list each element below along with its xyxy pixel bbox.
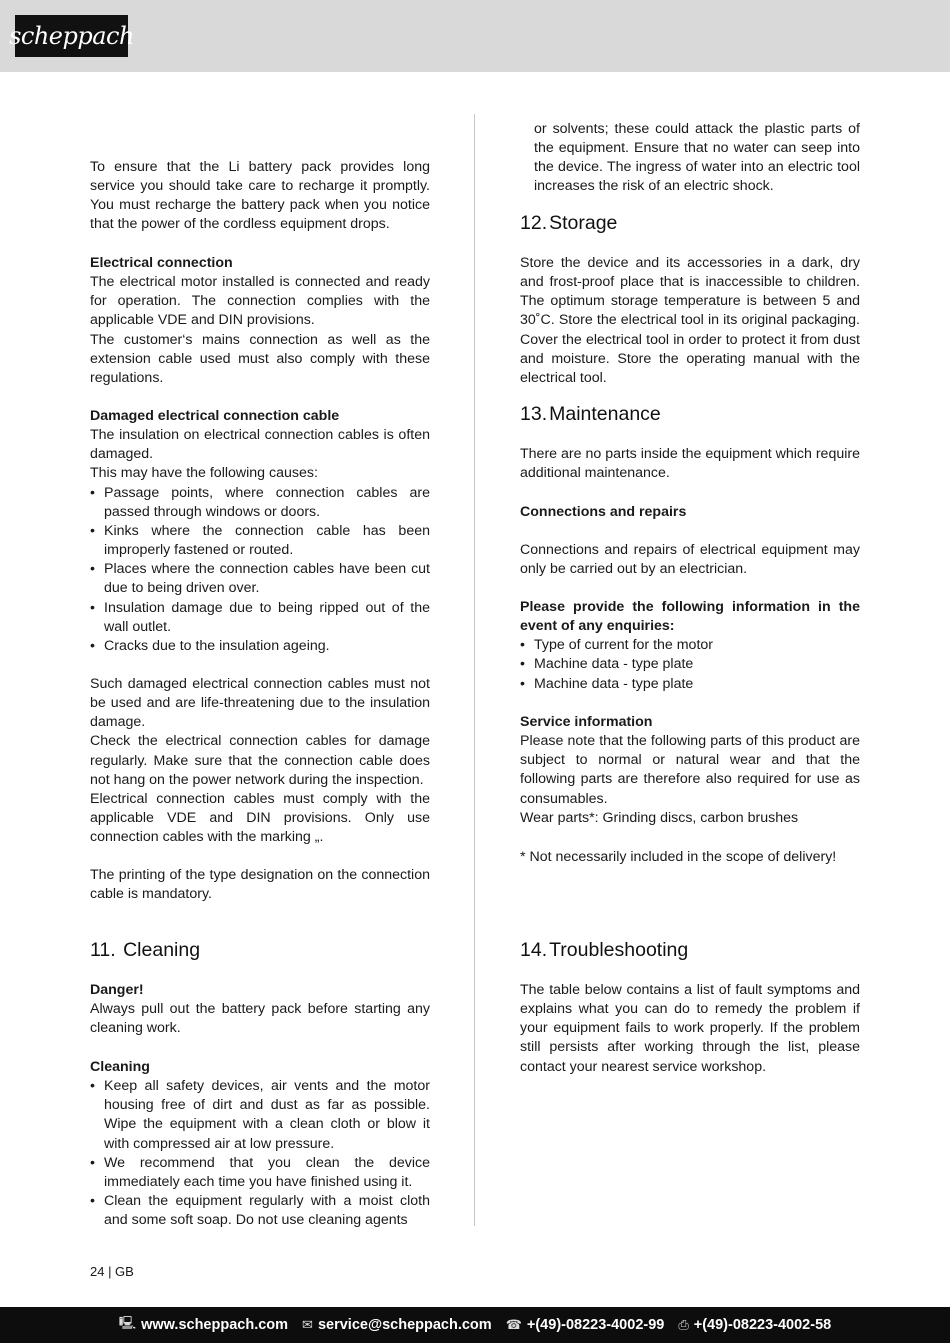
section-number: 11. bbox=[90, 939, 116, 961]
connections-repairs-heading: Connections and repairs bbox=[520, 504, 687, 520]
damaged-cable-warning bbox=[90, 675, 430, 847]
storage-section bbox=[520, 254, 860, 388]
type-designation-text: The printing of the type designation on the connection cable is mandatory. bbox=[90, 867, 430, 903]
section-title: Storage bbox=[549, 212, 618, 234]
service-information-heading: Service information bbox=[520, 714, 653, 730]
page-number: 24 | GB bbox=[90, 1264, 134, 1279]
list-item: • Passage points, where connection cables are passed through windows or doors. bbox=[90, 484, 430, 522]
danger-heading: Danger! bbox=[90, 982, 144, 998]
damaged-cable-text-2: This may have the following causes: bbox=[90, 465, 318, 482]
computer-icon: 🖳 bbox=[118, 1315, 137, 1330]
section-title: Cleaning bbox=[123, 939, 201, 961]
troubleshooting-heading bbox=[520, 938, 860, 962]
delivery-note-text: * Not necessarily included in the scope of delivery! bbox=[520, 849, 837, 865]
danger-text: Always pull out the battery pack before starting any cleaning work. bbox=[90, 1001, 430, 1037]
footer-website-text: www.scheppach.com bbox=[141, 1317, 289, 1333]
section-title: Troubleshooting bbox=[549, 939, 689, 961]
damaged-cable-warning-3: Electrical connection cables must comply with the applicable VDE and DIN provisions. Only use connection cables with the marking „. bbox=[90, 790, 430, 846]
page-header bbox=[0, 0, 950, 72]
scheppach-logo: scheppach bbox=[15, 15, 128, 57]
list-item: • Machine data - type plate bbox=[520, 675, 860, 694]
maintenance-text: There are no parts inside the equipment which require additional maintenance. bbox=[520, 446, 860, 482]
enquiries-heading: Please provide the following information in the event of any enquiries: bbox=[520, 599, 860, 635]
list-item: • Type of current for the motor bbox=[520, 636, 860, 655]
list-item: • We recommend that you clean the device immediately each time you have finished using it. bbox=[90, 1154, 430, 1192]
maintenance-heading bbox=[520, 402, 860, 426]
battery-intro-text: To ensure that the Li battery pack provides long service you should take care to recharge it promptly. You must recharge the battery pack when you notice that the power of the cordless equipment drops. bbox=[90, 159, 430, 233]
wear-parts-text: Wear parts*: Grinding discs, carbon brushes bbox=[520, 809, 799, 826]
list-item: • Places where the connection cables have been cut due to being driven over. bbox=[90, 560, 430, 598]
section-title: Maintenance bbox=[549, 403, 661, 425]
fax-icon: ⎙ bbox=[678, 1317, 689, 1332]
type-designation-note bbox=[90, 866, 430, 904]
list-item: • Cracks due to the insulation ageing. bbox=[90, 637, 430, 656]
column-divider bbox=[474, 114, 475, 1226]
connections-repairs-text: Connections and repairs of electrical equipment may only be carried out by an electrician. bbox=[520, 542, 860, 578]
list-item: • Kinks where the connection cable has been improperly fastened or routed. bbox=[90, 522, 430, 560]
damaged-cable-section bbox=[90, 407, 430, 656]
footer-fax[interactable] bbox=[678, 1317, 831, 1333]
footer-email[interactable] bbox=[302, 1317, 492, 1333]
electrical-connection-section bbox=[90, 254, 430, 388]
electrical-connection-heading: Electrical connection bbox=[90, 255, 233, 271]
footer-phone-text: +(49)-08223-4002-99 bbox=[526, 1317, 665, 1333]
cleaning-subheading: Cleaning bbox=[90, 1059, 150, 1075]
section-number: 13. bbox=[520, 403, 548, 425]
footer-website[interactable] bbox=[119, 1314, 288, 1336]
damaged-cable-warning-1: Such damaged electrical connection cables must not be used and are life-threatening due to the insulation damage. bbox=[90, 676, 430, 731]
cleaning-continued-text: or solvents; these could attack the plastic parts of the equipment. Ensure that no water can seep into the device. The ingress of water into an electric tool increases the risk of an electric shock. bbox=[534, 121, 860, 195]
storage-text: Store the device and its accessories in a dark, dry and frost-proof place that is inaccessible to children. The optimum storage temperature is between 5 and 30˚C. Store the electrical tool in its original packaging. Cover the electrical tool in order to protect it from dust and moisture. Store the operating manual with the electrical tool. bbox=[520, 255, 860, 386]
footer-phone[interactable] bbox=[506, 1317, 665, 1333]
electrical-connection-text-1: The electrical motor installed is connected and ready for operation. The connection complies with the applicable VDE and DIN provisions. bbox=[90, 274, 430, 329]
troubleshooting-text: The table below contains a list of fault symptoms and explains what you can do to remedy the problem if your equipment fails to work properly. If the problem still persists after working through the list, please contact your nearest service workshop. bbox=[520, 982, 860, 1075]
maintenance-section bbox=[520, 445, 860, 483]
connections-repairs-section bbox=[520, 503, 860, 522]
delivery-note bbox=[520, 848, 860, 867]
footer-email-text: service@scheppach.com bbox=[317, 1317, 492, 1333]
connections-repairs-body bbox=[520, 541, 860, 579]
electrical-connection-text-2: The customer‘s mains connection as well as the extension cable used must also comply with these regulations. bbox=[90, 331, 430, 386]
cleaning-list bbox=[90, 1077, 430, 1230]
damaged-cable-text-1: The insulation on electrical connection cables is often damaged. bbox=[90, 427, 430, 463]
service-information-section bbox=[520, 713, 860, 828]
service-information-text: Please note that the following parts of this product are subject to normal or natural wear and that the following parts are therefore also required for use as consumables. bbox=[520, 733, 860, 807]
damaged-cable-causes-list bbox=[90, 484, 430, 656]
phone-icon: ☎ bbox=[505, 1317, 522, 1332]
list-item: • Machine data - type plate bbox=[520, 655, 860, 674]
enquiries-list bbox=[520, 636, 860, 693]
mail-icon: ✉ bbox=[302, 1317, 313, 1332]
section-number: 14. bbox=[520, 939, 548, 961]
danger-section bbox=[90, 981, 430, 1038]
damaged-cable-heading: Damaged electrical connection cable bbox=[90, 408, 340, 424]
page-footer bbox=[0, 1307, 950, 1343]
list-item: • Keep all safety devices, air vents and the motor housing free of dirt and dust as far as possible. Wipe the equipment with a clean cloth or blow it with compressed air at low pressure. bbox=[90, 1077, 430, 1154]
cleaning-heading bbox=[90, 938, 430, 962]
list-item: • Clean the equipment regularly with a moist cloth and some soft soap. Do not use cleaning agents bbox=[90, 1192, 430, 1230]
cleaning-section bbox=[90, 1058, 430, 1230]
enquiries-section bbox=[520, 598, 860, 694]
footer-fax-text: +(49)-08223-4002-58 bbox=[693, 1317, 832, 1333]
list-item: • Insulation damage due to being ripped out of the wall outlet. bbox=[90, 599, 430, 637]
battery-intro bbox=[90, 158, 430, 235]
damaged-cable-warning-2: Check the electrical connection cables for damage regularly. Make sure that the connection cable does not hang on the power network during the inspection. bbox=[90, 733, 430, 788]
cleaning-continued bbox=[520, 120, 860, 197]
storage-heading bbox=[520, 211, 860, 235]
section-number: 12. bbox=[520, 212, 548, 234]
troubleshooting-section bbox=[520, 981, 860, 1077]
